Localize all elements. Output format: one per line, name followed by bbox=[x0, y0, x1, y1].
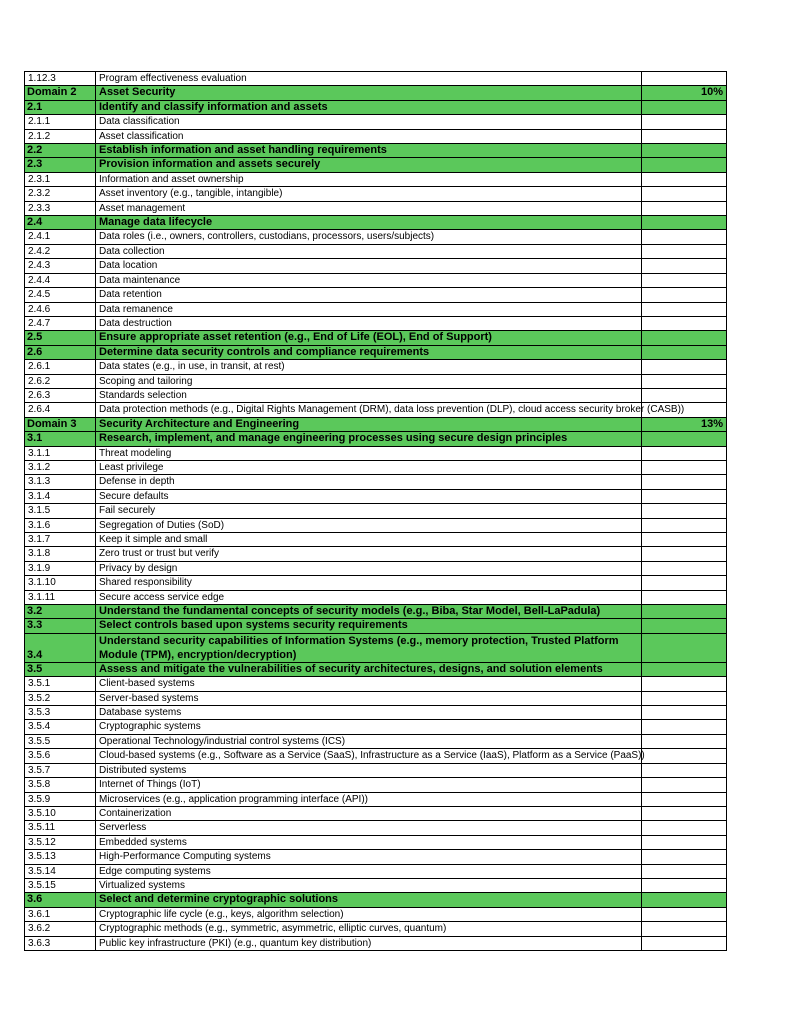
row-text-cell: Data retention bbox=[96, 288, 642, 302]
row-text-cell: Containerization bbox=[96, 806, 642, 820]
row-weight-cell bbox=[642, 129, 727, 143]
row-text-cell: Server-based systems bbox=[96, 691, 642, 705]
row-weight-cell bbox=[642, 878, 727, 892]
row-number-cell: 3.5.2 bbox=[25, 691, 96, 705]
table-row bbox=[25, 446, 727, 460]
table-row bbox=[25, 561, 727, 575]
row-number-cell: 3.5.8 bbox=[25, 778, 96, 792]
row-number-cell: 3.1.3 bbox=[25, 475, 96, 489]
row-text-cell: Threat modeling bbox=[96, 446, 642, 460]
row-number-cell: 3.4 bbox=[25, 633, 96, 662]
table-row bbox=[25, 273, 727, 287]
table-row bbox=[25, 878, 727, 892]
row-number-cell: 3.6.3 bbox=[25, 936, 96, 950]
row-text-cell: Data states (e.g., in use, in transit, at rest) bbox=[96, 360, 642, 374]
row-number-cell: 3.1.7 bbox=[25, 533, 96, 547]
row-text-cell: Fail securely bbox=[96, 504, 642, 518]
row-weight-cell bbox=[642, 360, 727, 374]
table-row bbox=[25, 677, 727, 691]
row-number-cell: 3.1.5 bbox=[25, 504, 96, 518]
table-row bbox=[25, 360, 727, 374]
row-number-cell: 3.5.10 bbox=[25, 806, 96, 820]
row-number-cell: 2.4.1 bbox=[25, 230, 96, 244]
row-text-cell: Database systems bbox=[96, 706, 642, 720]
row-text-cell: Secure defaults bbox=[96, 489, 642, 503]
table-row bbox=[25, 691, 727, 705]
row-weight-cell bbox=[642, 893, 727, 907]
table-row bbox=[25, 129, 727, 143]
row-text-cell: Cloud-based systems (e.g., Software as a Service (SaaS), Infrastructure as a Service (IaaS), Platform as a Service (PaaS)) bbox=[96, 749, 642, 763]
row-weight-cell bbox=[642, 792, 727, 806]
row-number-cell: 3.1.2 bbox=[25, 460, 96, 474]
section-header-row bbox=[25, 144, 727, 158]
row-text-cell: Understand the fundamental concepts of security models (e.g., Biba, Star Model, Bell-LaPadula) bbox=[96, 605, 642, 619]
row-number-cell: 2.6.1 bbox=[25, 360, 96, 374]
table-row bbox=[25, 302, 727, 316]
row-text-cell: Cryptographic life cycle (e.g., keys, algorithm selection) bbox=[96, 907, 642, 921]
row-weight-cell bbox=[642, 172, 727, 186]
table-row bbox=[25, 288, 727, 302]
row-text-cell: Data destruction bbox=[96, 316, 642, 330]
table-row bbox=[25, 835, 727, 849]
row-number-cell: 2.6.4 bbox=[25, 403, 96, 417]
row-weight-cell bbox=[642, 561, 727, 575]
section-header-row bbox=[25, 633, 727, 662]
row-weight-cell bbox=[642, 518, 727, 532]
table-row bbox=[25, 460, 727, 474]
row-number-cell: 3.5.5 bbox=[25, 734, 96, 748]
table-row bbox=[25, 806, 727, 820]
row-weight-cell bbox=[642, 489, 727, 503]
row-text-cell: Program effectiveness evaluation bbox=[96, 72, 642, 86]
row-text-cell: Data maintenance bbox=[96, 273, 642, 287]
row-text-cell: Data location bbox=[96, 259, 642, 273]
row-text-cell: Data classification bbox=[96, 115, 642, 129]
row-weight-cell bbox=[642, 446, 727, 460]
row-weight-cell bbox=[642, 460, 727, 474]
row-weight-cell bbox=[642, 633, 727, 662]
row-text-cell: Distributed systems bbox=[96, 763, 642, 777]
table-row bbox=[25, 850, 727, 864]
row-text-cell: Internet of Things (IoT) bbox=[96, 778, 642, 792]
row-weight-cell bbox=[642, 590, 727, 604]
row-number-cell: 2.6.3 bbox=[25, 388, 96, 402]
row-weight-cell bbox=[642, 677, 727, 691]
row-weight-cell bbox=[642, 821, 727, 835]
row-number-cell: 3.1.8 bbox=[25, 547, 96, 561]
row-text-cell: Standards selection bbox=[96, 388, 642, 402]
section-header-row bbox=[25, 158, 727, 172]
row-weight-cell bbox=[642, 691, 727, 705]
row-number-cell: Domain 2 bbox=[25, 86, 96, 100]
row-number-cell: 3.3 bbox=[25, 619, 96, 633]
row-number-cell: 2.1 bbox=[25, 100, 96, 114]
row-text-cell: Manage data lifecycle bbox=[96, 216, 642, 230]
row-text-cell: Data roles (i.e., owners, controllers, custodians, processors, users/subjects) bbox=[96, 230, 642, 244]
section-header-row bbox=[25, 662, 727, 676]
row-number-cell: 2.1.1 bbox=[25, 115, 96, 129]
row-weight-cell bbox=[642, 331, 727, 345]
row-text-cell: Assess and mitigate the vulnerabilities of security architectures, designs, and solution elements bbox=[96, 662, 642, 676]
table-row bbox=[25, 187, 727, 201]
table-row bbox=[25, 778, 727, 792]
row-weight-cell bbox=[642, 158, 727, 172]
table-row bbox=[25, 749, 727, 763]
row-weight-cell bbox=[642, 187, 727, 201]
domain-row bbox=[25, 417, 727, 431]
row-weight-cell bbox=[642, 720, 727, 734]
row-weight-cell bbox=[642, 619, 727, 633]
row-weight-cell bbox=[642, 216, 727, 230]
row-text-cell: Client-based systems bbox=[96, 677, 642, 691]
table-row bbox=[25, 374, 727, 388]
row-text-cell: Privacy by design bbox=[96, 561, 642, 575]
table-row bbox=[25, 864, 727, 878]
row-weight-cell bbox=[642, 244, 727, 258]
row-number-cell: 3.5.13 bbox=[25, 850, 96, 864]
row-weight-cell: 10% bbox=[642, 86, 727, 100]
row-number-cell: 3.5.6 bbox=[25, 749, 96, 763]
table-row bbox=[25, 259, 727, 273]
row-number-cell: 3.1.11 bbox=[25, 590, 96, 604]
row-number-cell: 3.5.1 bbox=[25, 677, 96, 691]
table-row bbox=[25, 115, 727, 129]
row-number-cell: 3.5.15 bbox=[25, 878, 96, 892]
row-weight-cell bbox=[642, 230, 727, 244]
table-row bbox=[25, 72, 727, 86]
table-row bbox=[25, 590, 727, 604]
row-weight-cell bbox=[642, 316, 727, 330]
row-number-cell: 3.5.7 bbox=[25, 763, 96, 777]
row-weight-cell bbox=[642, 864, 727, 878]
row-number-cell: 3.6.1 bbox=[25, 907, 96, 921]
table-row bbox=[25, 230, 727, 244]
row-weight-cell bbox=[642, 749, 727, 763]
outline-table bbox=[24, 71, 727, 951]
table-row bbox=[25, 706, 727, 720]
row-text-cell: Serverless bbox=[96, 821, 642, 835]
row-number-cell: 2.3.1 bbox=[25, 172, 96, 186]
row-weight-cell bbox=[642, 763, 727, 777]
row-number-cell: 2.4.2 bbox=[25, 244, 96, 258]
row-text-cell: Select controls based upon systems security requirements bbox=[96, 619, 642, 633]
row-weight-cell bbox=[642, 302, 727, 316]
row-number-cell: 3.6.2 bbox=[25, 922, 96, 936]
row-text-cell: Asset classification bbox=[96, 129, 642, 143]
row-weight-cell bbox=[642, 936, 727, 950]
row-number-cell: 2.6 bbox=[25, 345, 96, 359]
section-header-row bbox=[25, 100, 727, 114]
row-weight-cell bbox=[642, 734, 727, 748]
outline-table-body bbox=[25, 72, 727, 951]
table-row bbox=[25, 533, 727, 547]
row-weight-cell bbox=[642, 144, 727, 158]
row-number-cell: 3.5 bbox=[25, 662, 96, 676]
row-text-cell: Security Architecture and Engineering bbox=[96, 417, 642, 431]
row-text-cell: Public key infrastructure (PKI) (e.g., quantum key distribution) bbox=[96, 936, 642, 950]
table-row bbox=[25, 734, 727, 748]
row-weight-cell bbox=[642, 374, 727, 388]
row-weight-cell: 13% bbox=[642, 417, 727, 431]
row-text-cell: Data protection methods (e.g., Digital Rights Management (DRM), data loss prevention (DLP), cloud access security broker (CASB)) bbox=[96, 403, 642, 417]
row-number-cell: 2.3.3 bbox=[25, 201, 96, 215]
row-number-cell: 3.2 bbox=[25, 605, 96, 619]
section-header-row bbox=[25, 345, 727, 359]
row-text-cell: Asset inventory (e.g., tangible, intangible) bbox=[96, 187, 642, 201]
row-number-cell: 3.1.6 bbox=[25, 518, 96, 532]
row-text-cell: Data collection bbox=[96, 244, 642, 258]
row-weight-cell bbox=[642, 605, 727, 619]
row-weight-cell bbox=[642, 475, 727, 489]
row-weight-cell bbox=[642, 388, 727, 402]
row-weight-cell bbox=[642, 288, 727, 302]
row-text-cell: Information and asset ownership bbox=[96, 172, 642, 186]
row-text-cell: Shared responsibility bbox=[96, 576, 642, 590]
table-row bbox=[25, 792, 727, 806]
domain-row bbox=[25, 86, 727, 100]
row-text-cell: Asset Security bbox=[96, 86, 642, 100]
table-row bbox=[25, 489, 727, 503]
row-weight-cell bbox=[642, 533, 727, 547]
row-number-cell: 2.3 bbox=[25, 158, 96, 172]
row-text-cell: Zero trust or trust but verify bbox=[96, 547, 642, 561]
row-number-cell: 2.4.3 bbox=[25, 259, 96, 273]
row-weight-cell bbox=[642, 259, 727, 273]
table-row bbox=[25, 936, 727, 950]
row-weight-cell bbox=[642, 835, 727, 849]
row-text-cell: Least privilege bbox=[96, 460, 642, 474]
row-number-cell: 2.1.2 bbox=[25, 129, 96, 143]
table-row bbox=[25, 201, 727, 215]
section-header-row bbox=[25, 432, 727, 446]
row-number-cell: 2.4.6 bbox=[25, 302, 96, 316]
row-text-cell: Establish information and asset handling requirements bbox=[96, 144, 642, 158]
row-number-cell: 3.1 bbox=[25, 432, 96, 446]
row-weight-cell bbox=[642, 907, 727, 921]
table-row bbox=[25, 172, 727, 186]
section-header-row bbox=[25, 331, 727, 345]
table-row bbox=[25, 403, 727, 417]
row-weight-cell bbox=[642, 100, 727, 114]
row-weight-cell bbox=[642, 706, 727, 720]
row-text-cell: Understand security capabilities of Information Systems (e.g., memory protection, Trusted Platform Module (TPM), encryption/decryption) bbox=[96, 633, 642, 662]
row-number-cell: 2.4 bbox=[25, 216, 96, 230]
row-weight-cell bbox=[642, 662, 727, 676]
row-number-cell: 3.5.12 bbox=[25, 835, 96, 849]
row-text-cell: Virtualized systems bbox=[96, 878, 642, 892]
row-text-cell: Provision information and assets securely bbox=[96, 158, 642, 172]
row-number-cell: 3.5.14 bbox=[25, 864, 96, 878]
row-text-cell: Scoping and tailoring bbox=[96, 374, 642, 388]
row-weight-cell bbox=[642, 273, 727, 287]
row-text-cell: Segregation of Duties (SoD) bbox=[96, 518, 642, 532]
row-number-cell: 2.5 bbox=[25, 331, 96, 345]
row-text-cell: Ensure appropriate asset retention (e.g., End of Life (EOL), End of Support) bbox=[96, 331, 642, 345]
row-text-cell: Edge computing systems bbox=[96, 864, 642, 878]
row-text-cell: Microservices (e.g., application programming interface (API)) bbox=[96, 792, 642, 806]
row-number-cell: 3.1.4 bbox=[25, 489, 96, 503]
row-weight-cell bbox=[642, 806, 727, 820]
row-number-cell: 3.6 bbox=[25, 893, 96, 907]
row-text-cell: Select and determine cryptographic solutions bbox=[96, 893, 642, 907]
row-weight-cell bbox=[642, 504, 727, 518]
table-row bbox=[25, 504, 727, 518]
table-row bbox=[25, 244, 727, 258]
row-weight-cell bbox=[642, 72, 727, 86]
row-text-cell: Secure access service edge bbox=[96, 590, 642, 604]
table-row bbox=[25, 922, 727, 936]
row-number-cell: 2.4.7 bbox=[25, 316, 96, 330]
row-number-cell: 3.1.10 bbox=[25, 576, 96, 590]
table-row bbox=[25, 576, 727, 590]
table-row bbox=[25, 907, 727, 921]
row-number-cell: 3.1.9 bbox=[25, 561, 96, 575]
row-number-cell: 3.1.1 bbox=[25, 446, 96, 460]
row-text-cell: High-Performance Computing systems bbox=[96, 850, 642, 864]
table-row bbox=[25, 821, 727, 835]
row-text-cell: Research, implement, and manage engineering processes using secure design principles bbox=[96, 432, 642, 446]
row-text-cell: Cryptographic methods (e.g., symmetric, asymmetric, elliptic curves, quantum) bbox=[96, 922, 642, 936]
row-number-cell: 2.3.2 bbox=[25, 187, 96, 201]
table-row bbox=[25, 763, 727, 777]
table-row bbox=[25, 518, 727, 532]
section-header-row bbox=[25, 605, 727, 619]
row-text-cell: Asset management bbox=[96, 201, 642, 215]
row-text-cell: Keep it simple and small bbox=[96, 533, 642, 547]
row-weight-cell bbox=[642, 345, 727, 359]
row-number-cell: Domain 3 bbox=[25, 417, 96, 431]
table-row bbox=[25, 720, 727, 734]
row-weight-cell bbox=[642, 201, 727, 215]
row-number-cell: 2.4.4 bbox=[25, 273, 96, 287]
section-header-row bbox=[25, 619, 727, 633]
row-weight-cell bbox=[642, 576, 727, 590]
table-row bbox=[25, 316, 727, 330]
row-number-cell: 2.4.5 bbox=[25, 288, 96, 302]
row-number-cell: 3.5.4 bbox=[25, 720, 96, 734]
row-number-cell: 3.5.3 bbox=[25, 706, 96, 720]
row-weight-cell bbox=[642, 547, 727, 561]
table-row bbox=[25, 547, 727, 561]
row-text-cell: Embedded systems bbox=[96, 835, 642, 849]
row-number-cell: 3.5.9 bbox=[25, 792, 96, 806]
section-header-row bbox=[25, 216, 727, 230]
row-text-cell: Identify and classify information and assets bbox=[96, 100, 642, 114]
row-number-cell: 1.12.3 bbox=[25, 72, 96, 86]
row-text-cell: Data remanence bbox=[96, 302, 642, 316]
table-row bbox=[25, 475, 727, 489]
row-weight-cell bbox=[642, 922, 727, 936]
row-number-cell: 2.6.2 bbox=[25, 374, 96, 388]
row-number-cell: 2.2 bbox=[25, 144, 96, 158]
row-text-cell: Defense in depth bbox=[96, 475, 642, 489]
row-weight-cell bbox=[642, 432, 727, 446]
row-weight-cell bbox=[642, 778, 727, 792]
table-row bbox=[25, 388, 727, 402]
row-text-cell: Determine data security controls and compliance requirements bbox=[96, 345, 642, 359]
row-weight-cell bbox=[642, 850, 727, 864]
row-number-cell: 3.5.11 bbox=[25, 821, 96, 835]
row-text-cell: Cryptographic systems bbox=[96, 720, 642, 734]
section-header-row bbox=[25, 893, 727, 907]
row-text-cell: Operational Technology/industrial control systems (ICS) bbox=[96, 734, 642, 748]
row-weight-cell bbox=[642, 115, 727, 129]
